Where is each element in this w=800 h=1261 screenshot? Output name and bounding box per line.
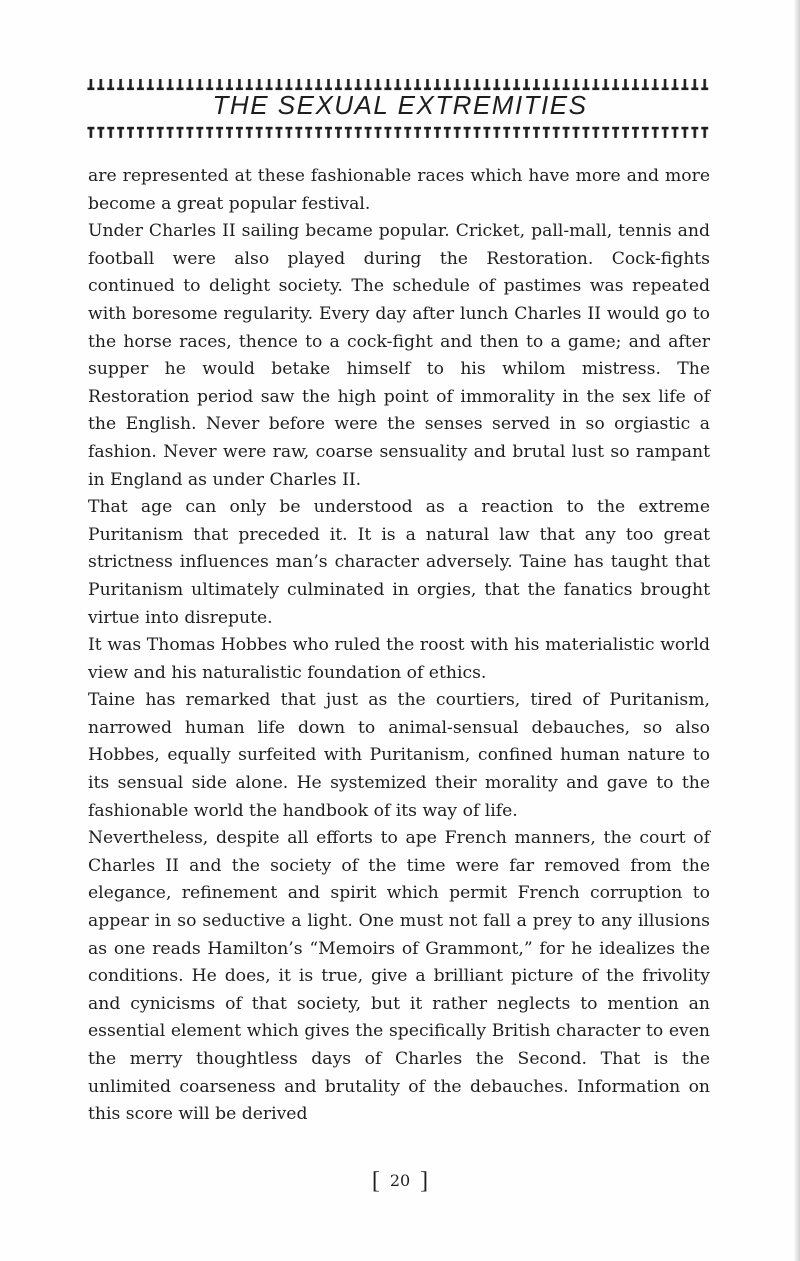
running-head: THE SEXUAL EXTREMITIES: [212, 90, 588, 120]
paragraph: That age can only be understood as a reaction to the extreme Puritanism that preceded it. It is a natural law that any too great strictness influences man’s character adversely. Taine has taught that Puritanism ultimately culminated in orgies, that the fanatics brought virtue into disrepute.: [88, 497, 710, 628]
paragraph: Under Charles II sailing became popular. Cricket, pall-mall, tennis and football were also played during the Restoration. Cock-fights continued to delight society. The schedule of pastimes was repeated with boresome regularity. Every day after lunch Charles II would go to the horse races, thence to a cock-fight and then to a game; and after supper he would betake himself to his whilom mistress. The Restoration period saw the high point of immorality in the sex life of the English. Never before were the senses served in so orgiastic a fashion. Never were raw, coarse sensuality and brutal lust so rampant in England as under Charles II.: [88, 221, 710, 490]
paragraph: Taine has remarked that just as the courtiers, tired of Puritanism, narrowed human life down to animal-sensual debauches, so also Hobbes, equally surfeited with Puritanism, confined human nature to its sensual side alone. He systemized their morality and gave to the fashionable world the handbook of its way of life.: [88, 690, 710, 821]
ornament-rule-bottom: [86, 126, 709, 140]
page-number: [0, 1168, 800, 1195]
left-bracket: [: [371, 1168, 380, 1194]
page-edge-shadow: [794, 0, 800, 1261]
paragraph: are represented at these fashionable races which have more and more become a great popular festival.: [88, 166, 710, 214]
ornament-rule-top: [86, 77, 709, 91]
right-bracket: ]: [420, 1168, 429, 1194]
body-text: [88, 163, 710, 1129]
page-number-value: 20: [389, 1171, 411, 1190]
paragraph: Nevertheless, despite all efforts to ape French manners, the court of Charles II and the society of the time were far removed from the elegance, refinement and spirit which permit French corruption to appear in so seductive a light. One must not fall a prey to any illusions as one reads Hamilton’s “Memoirs of Grammont,” for he idealizes the conditions. He does, it is true, give a brilliant picture of the frivolity and cynicisms of that society, but it rather neglects to mention an essential element which gives the specifically British character to even the merry thoughtless days of Charles the Second. That is the unlimited coarseness and brutality of the debauches. Information on this score will be derived: [88, 828, 710, 1125]
paragraph: It was Thomas Hobbes who ruled the roost with his materialistic world view and his naturalistic foundation of ethics.: [88, 635, 710, 683]
